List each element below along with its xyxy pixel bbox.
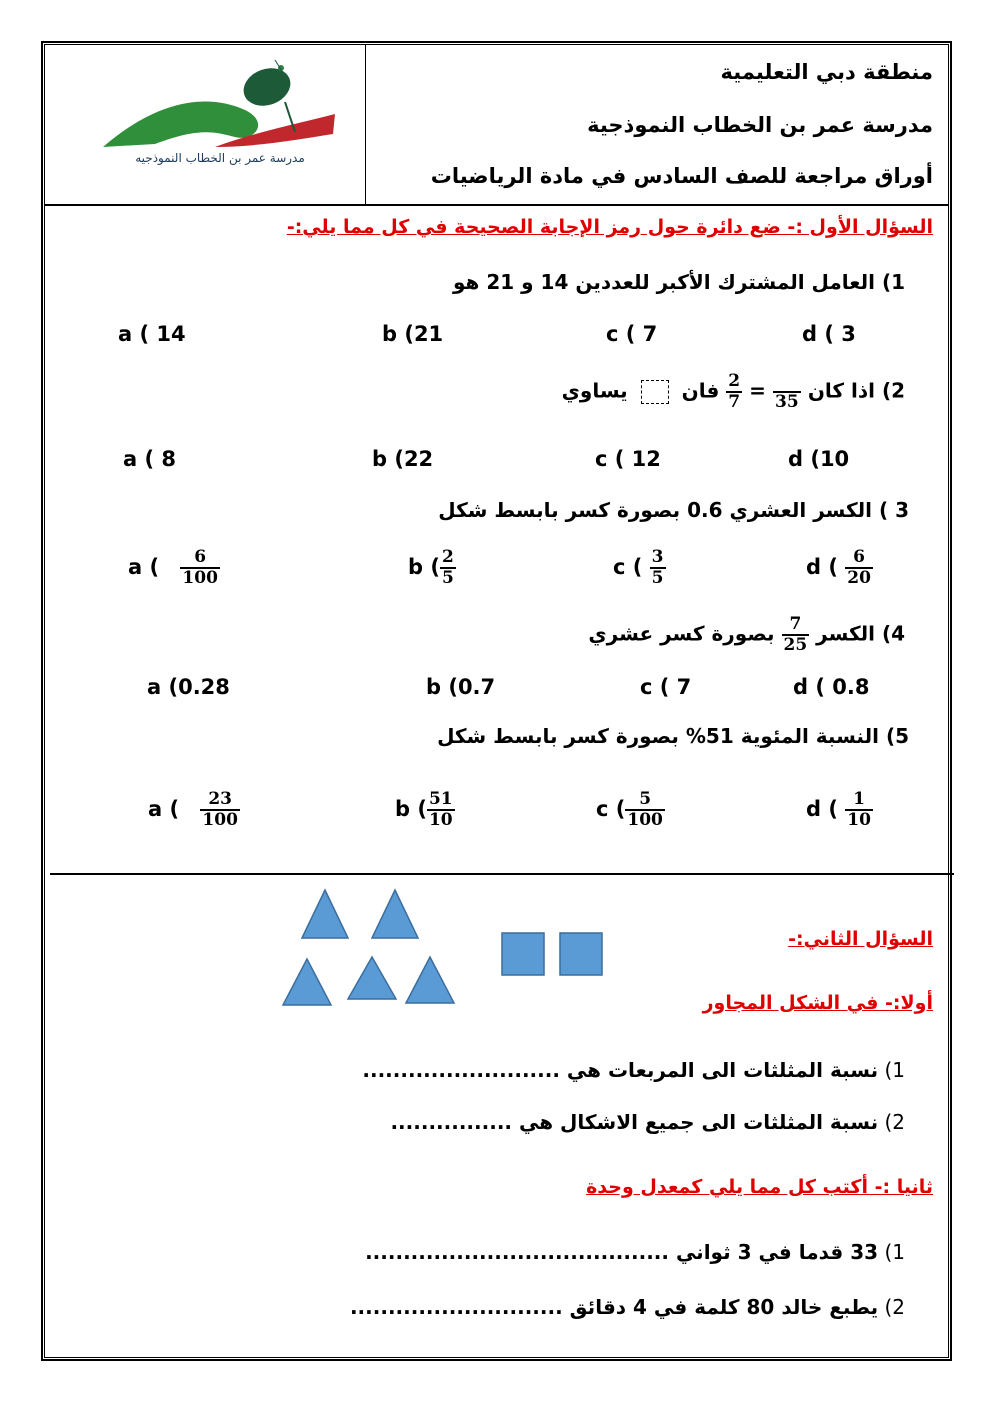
- square-shape: [560, 933, 602, 975]
- q2-part1-item1: 1) نسبة المثلثات الى المربعات هي ..........................: [362, 1058, 905, 1082]
- q2-part2-title: ثانيا :- أكتب كل مما يلي كمعدل وحدة: [586, 1176, 933, 1198]
- q1-item3-number: 3 ): [878, 498, 909, 522]
- logo-text: مدرسة عمر بن الخطاب النموذجيه: [135, 151, 305, 165]
- section-divider: [50, 873, 954, 875]
- q1-item4: [588, 615, 905, 655]
- header-divider: [365, 44, 366, 204]
- header-region: منطقة دبي التعليمية: [720, 60, 933, 84]
- triangle-shape: [348, 957, 396, 999]
- q1-item2-option-b[interactable]: b (22: [372, 447, 434, 471]
- header-school: مدرسة عمر بن الخطاب النموذجية: [587, 113, 933, 137]
- q1-item2-equals: =: [749, 378, 766, 403]
- q1-item2-option-c[interactable]: c ( 12: [595, 447, 661, 471]
- q1-item4-frac: $\frac{7}{25}$: [783, 614, 808, 655]
- q1-item5-option-b[interactable]: b ( $\frac{51}{10}$: [395, 789, 453, 830]
- triangle-shape: [372, 890, 418, 938]
- q1-item1-option-b[interactable]: b (21: [382, 322, 444, 346]
- q1-item4-option-d[interactable]: d ( 0.8: [793, 675, 870, 699]
- q1-item5-option-d[interactable]: d ( $\frac{1}{10}$: [806, 789, 871, 830]
- triangle-shape: [302, 890, 348, 938]
- q1-item4-option-a[interactable]: a (0.28: [147, 675, 230, 699]
- q1-item5-option-a[interactable]: a ( $\frac{23}{100}$: [148, 789, 238, 830]
- q1-item3-text: الكسر العشري 0.6 بصورة كسر بابسط شكل: [438, 498, 872, 522]
- q2-part2-item2: 2) يطبع خالد 80 كلمة في 4 دقائق ............................: [349, 1295, 905, 1319]
- q1-item4-option-b[interactable]: b (0.7: [426, 675, 496, 699]
- q1-item4-text-b: بصورة كسر عشري: [588, 621, 775, 646]
- q1-item1-option-d[interactable]: d ( 3: [802, 322, 856, 346]
- q1-item3-option-c[interactable]: c ( $\frac{3}{5}$: [613, 547, 664, 588]
- header-subject: أوراق مراجعة للصف السادس في مادة الرياضيات: [430, 164, 933, 188]
- q1-item3: [438, 498, 909, 522]
- q1-item1-number: 1): [881, 270, 905, 294]
- header-bottom-line: [44, 204, 949, 206]
- q1-item3-option-d[interactable]: d ( $\frac{6}{20}$: [806, 547, 871, 588]
- q1-item2-option-d[interactable]: d (10: [788, 447, 850, 471]
- q1-item4-number: 4): [881, 621, 905, 646]
- triangle-shape: [283, 959, 331, 1005]
- q1-item5-text: النسبة المئوية 51% بصورة كسر بابسط شكل: [437, 724, 879, 748]
- q2-title: السؤال الثاني:-: [788, 928, 933, 950]
- q1-item2: [562, 372, 905, 412]
- q1-item4-text-a: الكسر: [816, 621, 875, 646]
- q1-item2-text-a: اذا كان: [807, 378, 875, 403]
- q1-item2-text-b: فان: [681, 378, 720, 403]
- q1-item5-number: 5): [885, 724, 909, 748]
- q2-part1-title: أولا:- في الشكل المجاور: [702, 992, 933, 1014]
- q1-item1-option-a[interactable]: a ( 14: [118, 322, 186, 346]
- q2-part2-item1: 1) 33 قدما في 3 ثواني ........................................: [365, 1240, 905, 1264]
- q1-item5: [437, 724, 909, 748]
- q1-item1-option-c[interactable]: c ( 7: [606, 322, 658, 346]
- q2-part1-item2: 2) نسبة المثلثات الى جميع الاشكال هي ................: [390, 1110, 905, 1134]
- q1-item2-option-a[interactable]: a ( 8: [123, 447, 177, 471]
- q1-item2-text-c: يساوي: [561, 378, 628, 403]
- q1-item3-option-b[interactable]: b ( $\frac{2}{5}$: [408, 547, 454, 588]
- square-shape: [502, 933, 544, 975]
- q1-item3-option-a[interactable]: a ( $\frac{6}{100}$: [128, 547, 218, 588]
- q1-item1: [453, 270, 905, 294]
- q1-item2-number: 2): [881, 378, 905, 403]
- inner-border: [44, 44, 949, 1358]
- q1-item2-frac-right: $\frac{2}{7}$: [728, 371, 741, 412]
- q1-title: السؤال الأول :- ضع دائرة حول رمز الإجابة الصحيحة في كل مما يلي:-: [286, 216, 933, 238]
- triangle-shape: [406, 957, 454, 1003]
- school-logo: [95, 52, 345, 177]
- shapes-figure: [280, 885, 610, 1010]
- q1-item2-blank-box: [641, 380, 669, 404]
- q1-item2-frac-left: 35: [775, 392, 799, 412]
- q1-item1-text: العامل المشترك الأكبر للعددين 14 و 21 هو: [452, 270, 875, 294]
- q1-item4-option-c[interactable]: c ( 7: [640, 675, 692, 699]
- q1-item5-option-c[interactable]: c ( $\frac{5}{100}$: [596, 789, 663, 830]
